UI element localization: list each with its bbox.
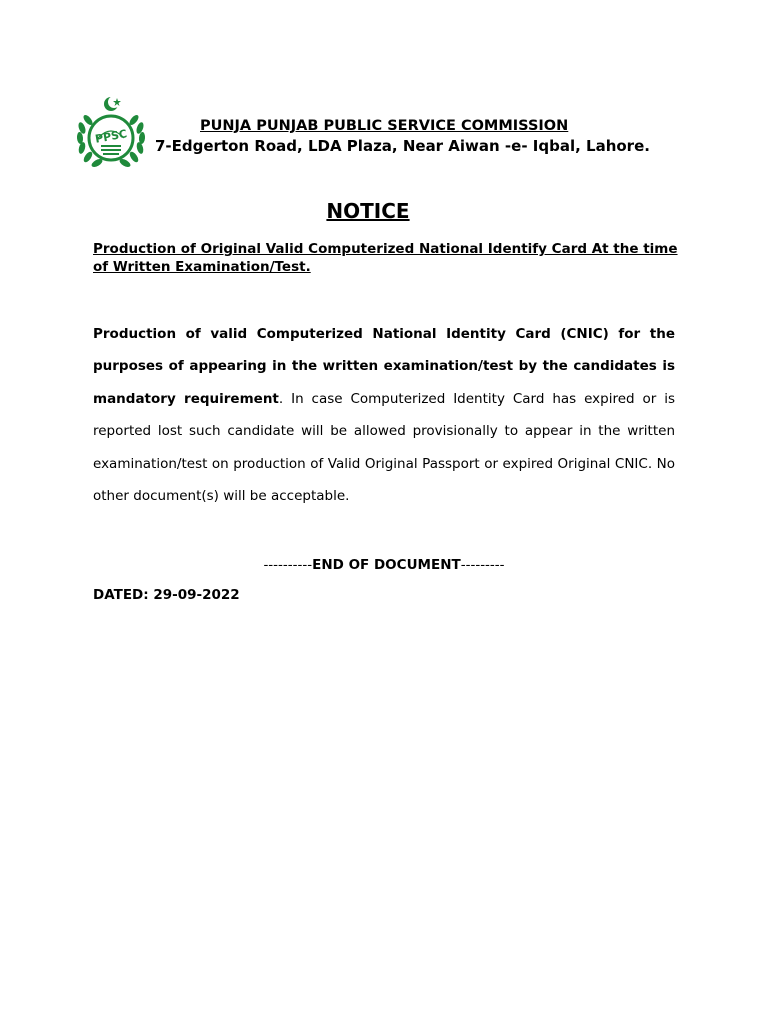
notice-body-bold: Production of valid Computerized National Identity Card (CNIC) for the purposes of appearing in the written examination/test by the candidates is mandatory requirement bbox=[93, 326, 675, 407]
organization-name: PUNJA PUNJAB PUBLIC SERVICE COMMISSION bbox=[200, 118, 569, 134]
notice-body bbox=[93, 318, 675, 512]
organization-address: 7-Edgerton Road, LDA Plaza, Near Aiwan -e- Iqbal, Lahore. bbox=[155, 137, 650, 155]
notice-subject: Production of Original Valid Computerized National Identify Card At the time of Written Examination/Test. bbox=[93, 241, 678, 275]
end-dashes-right: --------- bbox=[460, 557, 505, 573]
ppsc-logo bbox=[72, 94, 150, 170]
notice-body-rest: . In case Computerized Identity Card has expired or is reported lost such candidate will be allowed provisionally to appear in the written examination/test on production of Valid Original Passport or expired Original CNIC. No other document(s) will be acceptable. bbox=[93, 390, 676, 505]
logo-text: PPSC bbox=[94, 127, 129, 146]
end-dashes-left: ---------- bbox=[263, 557, 313, 573]
date-line: DATED: 29-09-2022 bbox=[93, 587, 240, 603]
notice-title: NOTICE bbox=[326, 199, 410, 223]
end-of-document bbox=[0, 557, 768, 573]
end-label: END OF DOCUMENT bbox=[312, 557, 461, 573]
